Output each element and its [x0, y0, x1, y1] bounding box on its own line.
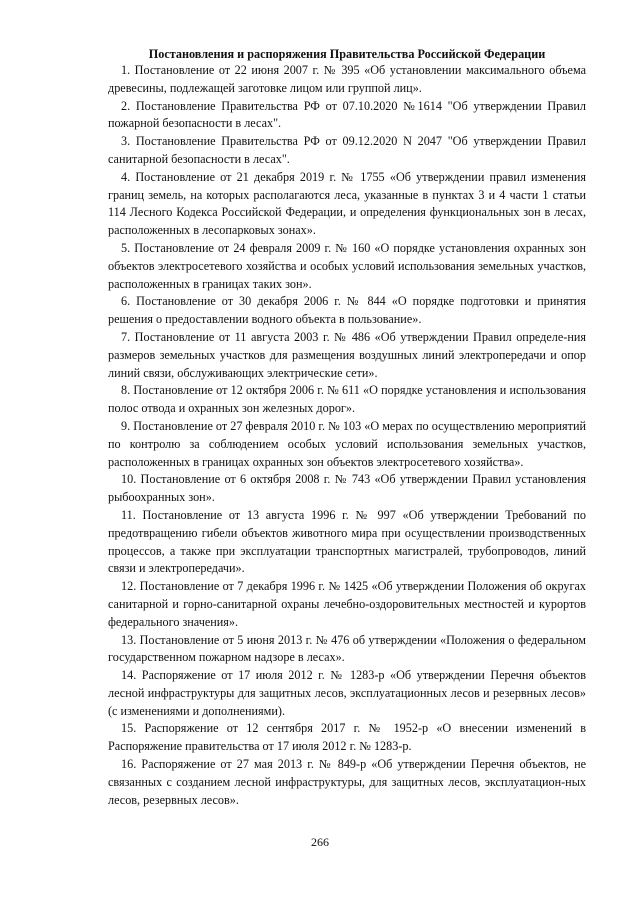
page-number: 266	[311, 835, 329, 849]
list-item: 5. Постановление от 24 февраля 2009 г. № 160 «О порядке установления охранных зон объектов электросетевого хозяйства и особых условий использования земельных участков, расположенных в границах таких зон».	[108, 240, 586, 291]
list-item: 6. Постановление от 30 декабря 2006 г. № 844 «О порядке подготовки и принятия решения о предоставлении водного объекта в пользование».	[108, 294, 586, 327]
list-item: 7. Постановление от 11 августа 2003 г. № 486 «Об утверждении Правил определе-ния размеров земельных участков для размещения воздушных линий электропередачи и опор линий связи, обслуживающих электрические сети».	[108, 329, 586, 380]
list-item: 8. Постановление от 12 октября 2006 г. № 611 «О порядке установления и использования полос отвода и охранных зон железных дорог».	[108, 383, 586, 416]
document-page	[108, 46, 586, 809]
list-item: 11. Постановление от 13 августа 1996 г. № 997 «Об утверждении Требований по предотвращению гибели объектов животного мира при осуществлении производственных процессов, а также при эксплуатации транспортных магистралей, трубопроводов, линий связи и электропередачи».	[108, 507, 586, 576]
list-item: 12. Постановление от 7 декабря 1996 г. № 1425 «Об утверждении Положения об округах санитарной и горно-санитарной охраны лечебно-оздоровительных местностей и курортов федерального значения».	[108, 579, 586, 629]
list-item: 15. Распоряжение от 12 сентября 2017 г. № 1952-р «О внесении изменений в Распоряжение правительства от 17 июля 2012 г. № 1283-р.	[108, 721, 586, 754]
list-item: 10. Постановление от 6 октября 2008 г. № 743 «Об утверждении Правил установления рыбоохранных зон».	[108, 472, 586, 505]
list-item: 3. Постановление Правительства РФ от 09.12.2020 N 2047 "Об утверждении Правил санитарной безопасности в лесах".	[108, 134, 586, 166]
list-item: 16. Распоряжение от 27 мая 2013 г. № 849-р «Об утверждении Перечня объектов, не связанных с созданием лесной инфраструктуры, для защитных лесов, эксплуатацион-ных лесов, резервных лесов».	[108, 757, 586, 807]
regulations-list	[108, 62, 586, 809]
list-item: 1. Постановление от 22 июня 2007 г. № 395 «Об установлении максимального объема древесины, подлежащей заготовке лицом или группой лиц».	[108, 63, 586, 95]
list-item: 9. Постановление от 27 февраля 2010 г. № 103 «О мерах по осуществлению мероприятий по контролю за соблюдением особых условий использования земельных участков, расположенных в границах охранных зон объектов электросетевого хозяйства».	[108, 418, 586, 469]
list-item: 13. Постановление от 5 июня 2013 г. № 476 об утверждении «Положения о федеральном государственном пожарном надзоре в лесах».	[108, 632, 586, 665]
section-heading: Постановления и распоряжения Правительства Российской Федерации	[148, 47, 546, 61]
list-item: 2. Постановление Правительства РФ от 07.10.2020 №1614 "Об утверждении Правил пожарной безопасности в лесах".	[108, 98, 586, 131]
list-item: 14. Распоряжение от 17 июля 2012 г. № 1283-р «Об утверждении Перечня объектов лесной инфраструктуры для защитных лесов, эксплуатационных лесов и резервных лесов» (с изменениями и дополнениями).	[108, 668, 586, 718]
list-item: 4. Постановление от 21 декабря 2019 г. № 1755 «Об утверждении правил изменения границ земель, на которых располагаются леса, указанные в пунктах 3 и 4 части 1 статьи 114 Лесного Кодекса Российской Федерации, и определения функциональных зон в лесах, расположенных в лесопарковых зонах».	[108, 169, 586, 238]
